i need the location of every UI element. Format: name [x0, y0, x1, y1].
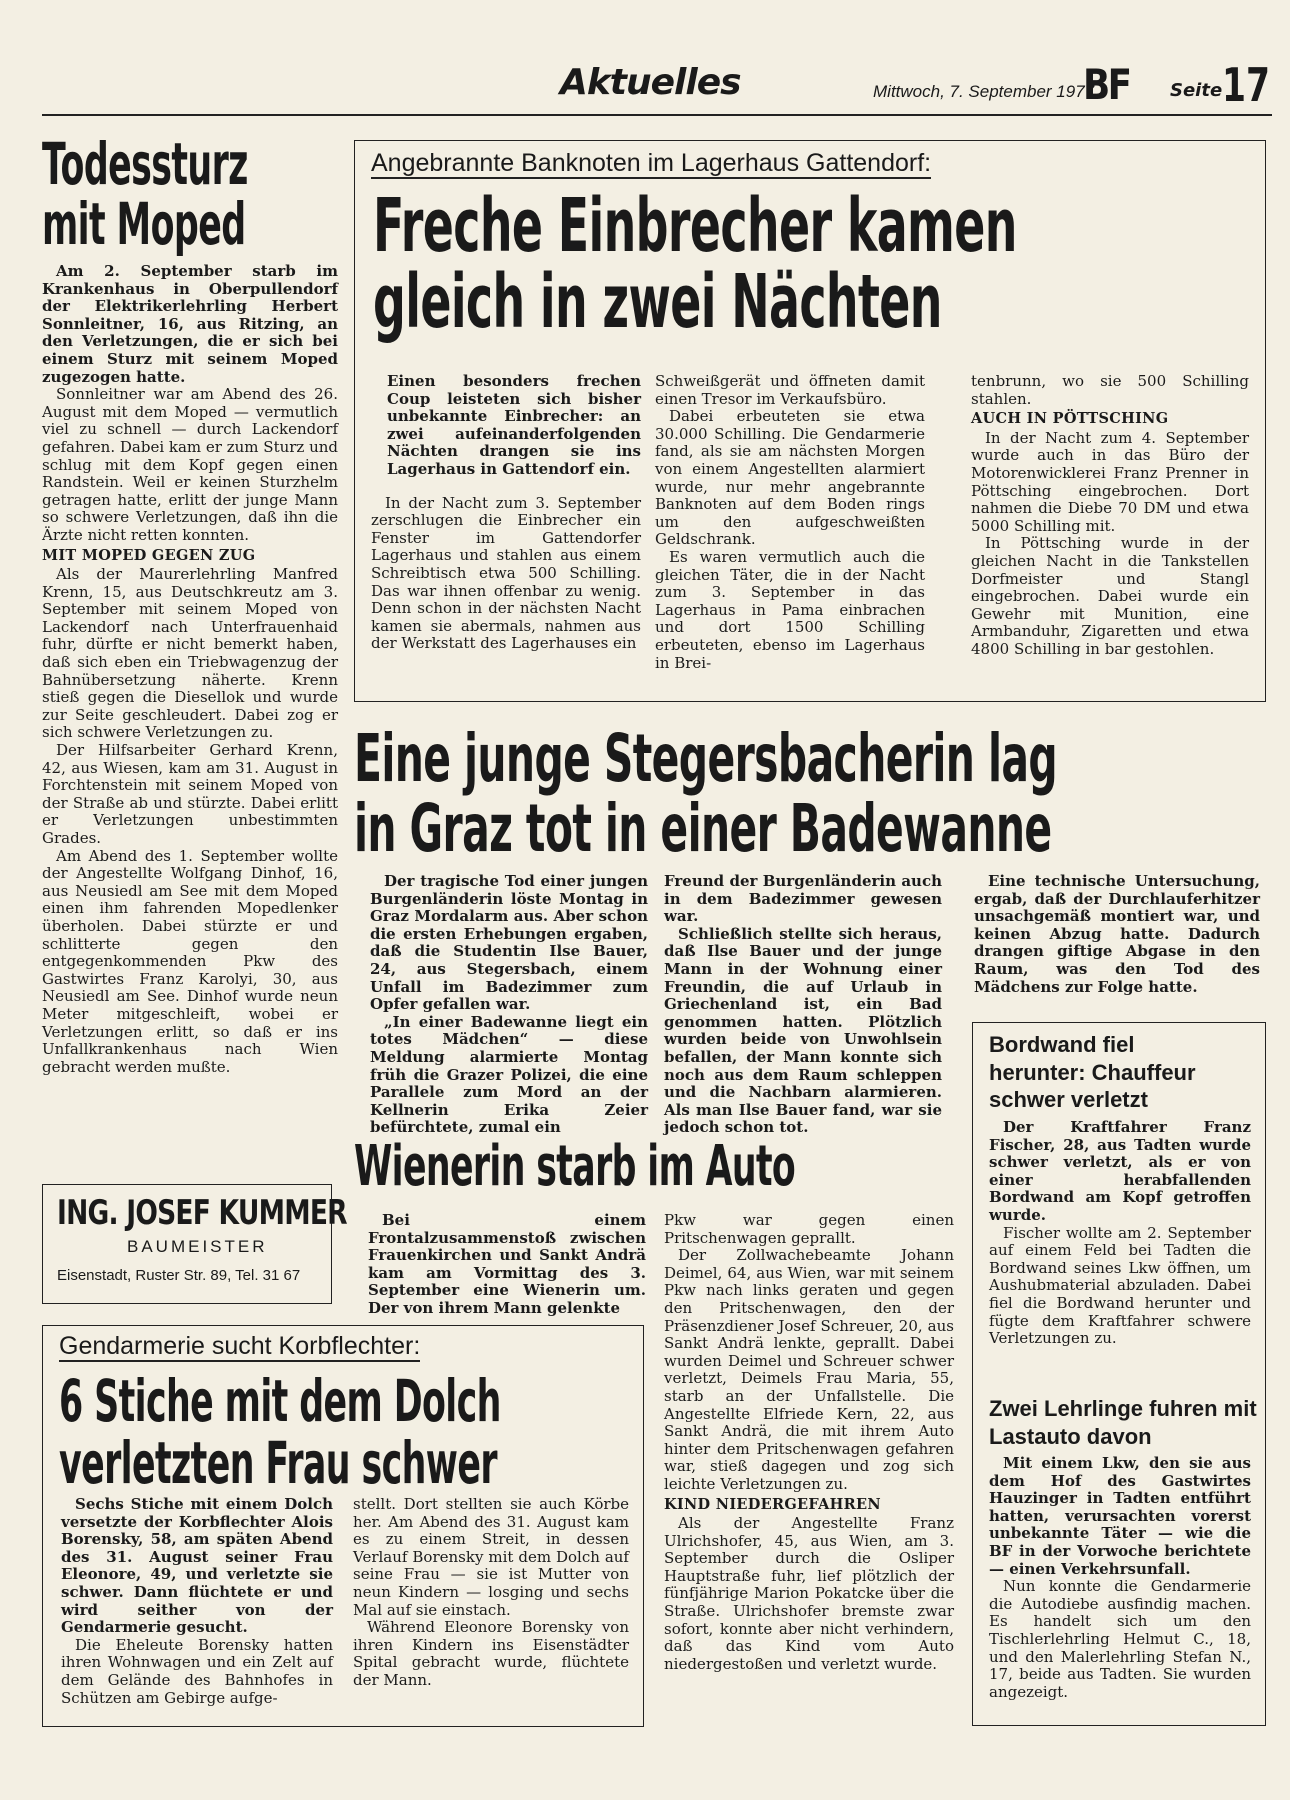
paragraph: Als der Maurerlehrling Manfred Krenn, 15, aus Deutschkreutz am 3. September mit seinem Moped von Lackendorf nach Unterfrauenhaid fuhr, dürfte er nicht bemerkt haben, daß sich eben ein Triebwagenzug der Bahnübersetzung näherte. Krenn stieß gegen die Diesellok und wurde zur Seite geschleudert. Dabei zog er sich schwere Verletzungen zu.: [42, 565, 338, 742]
column-1: [61, 1496, 333, 1707]
paragraph: Schließlich stellte sich heraus, daß Ilse Bauer und der junge Mann in der Wohnung einer Freundin, die auf Urlaub in Griechenland ist, ein Bad genommen hatten. Plötzlich wurden beide von Unwohlsein befallen, der Mann konnte sich noch aus dem Raum schleppen und die Nachbarn alarmieren. Als man Ilse Bauer fand, war sie jedoch schon tot.: [664, 924, 942, 1137]
lead-paragraph: Einen besonders frechen Coup leisteten sich bisher unbekannte Einbrecher: an zwei aufeinanderfolgenden Nächten drangen sie ins Lagerhaus in Gattendorf ein.: [387, 372, 641, 478]
paragraph: Als der Angestellte Franz Ulrichshofer, 45, aus Wien, am 3. September durch die Osliper Hauptstraße fuhr, lief plötzlich der fünfjährige Marion Pokatcke über die Straße. Ulrichshofer bremste zwar sofort, konnte aber nicht verhindern, daß das Kind vom Auto niedergestoßen und verletzt wurde.: [664, 1514, 954, 1673]
issue-date: Mittwoch, 7. September 1977: [873, 82, 1095, 101]
article-einbrecher: [354, 140, 1266, 702]
headline-line-2: verletzten Frau schwer: [59, 1429, 497, 1497]
column-3: [971, 373, 1249, 659]
subheading: MIT MOPED GEGEN ZUG: [42, 546, 256, 564]
headline-line-2: in Graz tot in einer Badewanne: [354, 790, 1052, 867]
paragraph: „In einer Badewanne liegt ein totes Mädchen“ — diese Meldung alarmierte Montag früh die Grazer Polizei, die eine Parallele zum Mord an der Kellnerin Erika Zeier befürchtete, zumal ein: [370, 1012, 648, 1137]
lead-paragraph: Mit einem Lkw, den sie aus dem Hof des Gastwirtes Hauzinger in Tadten entführt hatten, verursachten vorerst unbekannte Täter — wie die BF in der Vorwoche berichtete — einen Verkehrsunfall.: [989, 1454, 1251, 1578]
lead-paragraph: Bei einem Frontalzusammenstoß zwischen Frauenkirchen und Sankt Andrä kam am Vormittag des 3. September eine Wienerin um. Der von ihrem Mann gelenkte: [368, 1211, 646, 1317]
headline: Wienerin starb im Auto: [354, 1134, 796, 1199]
headline-line-1: Eine junge Stegersbacherin lag: [354, 720, 1058, 797]
paragraph: tenbrunn, wo sie 500 Schilling stahlen.: [971, 372, 1249, 408]
paragraph: stellt. Dort stellten sie auch Körbe her. Am Abend des 31. August kam es zu einem Streit, in dessen Verlauf Borensky mit dem Dolch auf seine Frau — sie ist Mutter von neun Kindern — losging und sechs Mal auf sie einstach.: [353, 1495, 629, 1619]
paragraph: In Pöttsching wurde in der gleichen Nacht in die Tankstellen Dorfmeister und Stangl eingebrochen. Dabei wurde ein Gewehr mit Munition, eine Armbanduhr, Zigaretten und etwa 4800 Schilling in bar gestohlen.: [971, 534, 1249, 658]
column-1: [368, 1212, 646, 1318]
article-body: [42, 263, 338, 1076]
paragraph: Freund der Burgenländerin auch in dem Badezimmer gewesen war.: [664, 872, 942, 926]
paragraph: Die Eheleute Borensky hatten ihren Wohnwagen und ein Zelt auf dem Gelände des Bahnhofes in Schützen am Gebirge aufge-: [61, 1635, 333, 1707]
headline-line-1: 6 Stiche mit dem Dolch: [59, 1367, 501, 1435]
paragraph: Pkw war gegen einen Pritschenwagen geprallt.: [664, 1211, 954, 1247]
page-label: Seite: [1170, 80, 1223, 101]
lehrlinge-headline: Zwei Lehrlinge fuhren mit Lastauto davon: [989, 1396, 1257, 1449]
newspaper-logo: BF: [1083, 60, 1130, 109]
bordwand-body: [989, 1119, 1251, 1348]
ad-company-name: ING. JOSEF KUMMER: [57, 1193, 347, 1233]
headline-line-2: gleich in zwei Nächten: [373, 259, 942, 345]
lehrlinge-body: [989, 1455, 1251, 1701]
lead-paragraph: Am 2. September starb im Krankenhaus in Oberpullendorf der Elektrikerlehrling Herbert Sonnleitner, 16, aus Ritzing, an den Verletzungen, die er sich bei einem Sturz mit seinem Moped zugezogen hatte.: [42, 262, 338, 386]
paragraph: In der Nacht zum 3. September zerschlugen die Einbrecher ein Fenster im Gattendorfer Lagerhaus und stahlen aus einem Schreibtisch etwa 500 Schilling. Das war ihnen offenbar zu wenig. Denn schon in der nächsten Nacht kamen sie abermals, nahmen aus der Werkstatt des Lagerhauses ein: [371, 493, 641, 653]
article-kicker: Angebrannte Banknoten im Lagerhaus Gattendorf:: [371, 149, 932, 177]
paragraph: Während Eleonore Borensky von ihren Kindern ins Eisenstädter Spital gebracht wurde, flüchtete der Mann.: [353, 1618, 629, 1689]
paragraph: Der Hilfsarbeiter Gerhard Krenn, 42, aus Wiesen, kam am 31. August in Forchtenstein mit seinem Moped von der Straße ab und stürzte. Dabei erlitt er Verletzungen unbestimmten Grades.: [42, 741, 338, 847]
advertisement-kummer: [42, 1184, 347, 1304]
paragraph: In der Nacht zum 4. September wurde auch in das Büro der Motorenwicklerei Franz Prenner in Pöttsching eingebrochen. Dort nahmen die Diebe 70 DM und etwa 5000 Schilling mit.: [971, 428, 1249, 535]
header-rule: [42, 114, 1272, 116]
bordwand-headline: Bordwand fiel herunter: Chauffeur schwer verletzt: [989, 1032, 1196, 1112]
sidebar-box-right: [972, 1022, 1266, 1726]
article-todessturz: [42, 130, 339, 1076]
paragraph: Nun konnte die Gendarmerie die Autodiebe ausfindig machen. Es handelt sich um den Tischlerlehrling Helmut C., 18, und den Malerlehrling Stefan N., 17, beide aus Tadten. Sie wurden angezeigt.: [989, 1577, 1251, 1701]
lead-paragraph: Sechs Stiche mit einem Dolch versetzte der Korbflechter Alois Borensky, 58, am späten Abend des 31. August seiner Frau Eleonore, 49, und verletzte sie schwer. Dann flüchtete er und wird seither von der Gendarmerie gesucht.: [61, 1495, 333, 1637]
paragraph: Sonnleitner war am Abend des 26. August mit dem Moped — vermutlich viel zu schnell — durch Lackendorf gefahren. Dabei kam er zum Sturz und schlug mit dem Kopf gegen einen Randstein. Weil er keinen Sturzhelm getragen hatte, erlitt der junge Mann so schwere Verletzungen, daß ihn die Ärzte nicht retten konnten.: [42, 385, 339, 544]
headline-line-1: Todessturz: [42, 130, 248, 198]
column-2: [664, 1212, 954, 1673]
article-kicker: Gendarmerie sucht Korbflechter:: [59, 1332, 421, 1360]
column-3: [974, 873, 1260, 996]
section-title: Aktuelles: [560, 62, 741, 103]
column-2: [664, 873, 942, 1137]
subheading: KIND NIEDERGEFAHREN: [664, 1495, 881, 1513]
headline-line-1: Freche Einbrecher kamen: [373, 183, 1017, 269]
paragraph: Schweißgerät und öffneten damit einen Tresor im Verkaufsbüro.: [655, 372, 925, 408]
paragraph: Am Abend des 1. September wollte der Angestellte Wolfgang Dinhof, 16, aus Neusiedl am See mit dem Moped einen ihm fahrenden Mopedlenker überholen. Dabei stürzte er und schlitterte gegen den entgegenkommenden Pkw des Gastwirtes Franz Karolyi, 30, aus Neusiedl am See. Dinhof wurde neun Meter mitgeschleift, wobei er Verletzungen erlitt, so daß er ins Unfallkrankenhaus nach Wien gebracht werden mußte.: [42, 846, 338, 1076]
ad-title: BAUMEISTER: [127, 1237, 268, 1256]
paragraph: Eine technische Untersuchung, ergab, daß der Durchlauferhitzer unsachgemäß montiert war, und keinen Abzug hatte. Dadurch drangen giftige Abgase in den Raum, was den Tod des Mädchens zur Folge hatte.: [974, 872, 1260, 996]
article-dolch: [42, 1325, 644, 1727]
ad-address: Eisenstadt, Ruster Str. 89, Tel. 31 67: [57, 1267, 301, 1284]
column-2: [353, 1496, 629, 1690]
column-1: [371, 373, 641, 653]
lead-paragraph: Der Kraftfahrer Franz Fischer, 28, aus Tadten wurde schwer verletzt, als er von einer herabfallenden Bordwand am Kopf getroffen wurde.: [989, 1118, 1251, 1224]
paragraph: Der Zollwachebeamte Johann Deimel, 64, aus Wien, war mit seinem Pkw nach links geraten und gegen den Pritschenwagen, den der Präsenzdiener Josef Schreuer, 20, aus Sankt Andrä lenkte, geprallt. Dabei wurden Deimel und Schreuer schwer verletzt, Deimels Frau Maria, 55, starb an der Unfallstelle. Die Angestellte Elfriede Kern, 22, aus Sankt Andrä, die mit ihrem Auto hinter dem Pritschenwagen gefahren war, stieß dagegen und zog sich leichte Verletzungen zu.: [664, 1246, 954, 1493]
lead-paragraph: Der tragische Tod einer jungen Burgenländerin löste Montag in Graz Mordalarm aus. Aber schon die ersten Erhebungen ergaben, daß die Studentin Ilse Bauer, 24, aus Stegersbach, einem Unfall im Badezimmer zum Opfer gefallen war.: [370, 872, 648, 1014]
masthead: [0, 0, 1290, 120]
paragraph: Fischer wollte am 2. September auf einem Feld bei Tadten die Bordwand seines Lkw öffnen, um Aushubmaterial abzuladen. Dabei fiel die Bordwand herunter und fügte dem Kraftfahrer schwere Verletzungen zu.: [989, 1223, 1251, 1348]
page-number: 17: [1222, 58, 1271, 112]
column-1: [370, 873, 648, 1137]
column-2: [655, 373, 925, 672]
headline-line-2: mit Moped: [42, 190, 246, 258]
paragraph: Es waren vermutlich auch die gleichen Täter, die in der Nacht zum 3. September in das Lagerhaus in Pama einbrachen und dort 1500 Schilling erbeuteten, ebenso im Lagerhaus in Brei-: [655, 547, 925, 672]
subheading: AUCH IN PÖTTSCHING: [971, 410, 1169, 428]
paragraph: Dabei erbeuteten sie etwa 30.000 Schilling. Die Gendarmerie fand, als sie am nächsten Morgen von einem Angestellten alarmiert wurde, nur mehr angebrannte Banknoten auf dem Boden rings um den aufgeschweißten Geldschrank.: [655, 407, 925, 549]
